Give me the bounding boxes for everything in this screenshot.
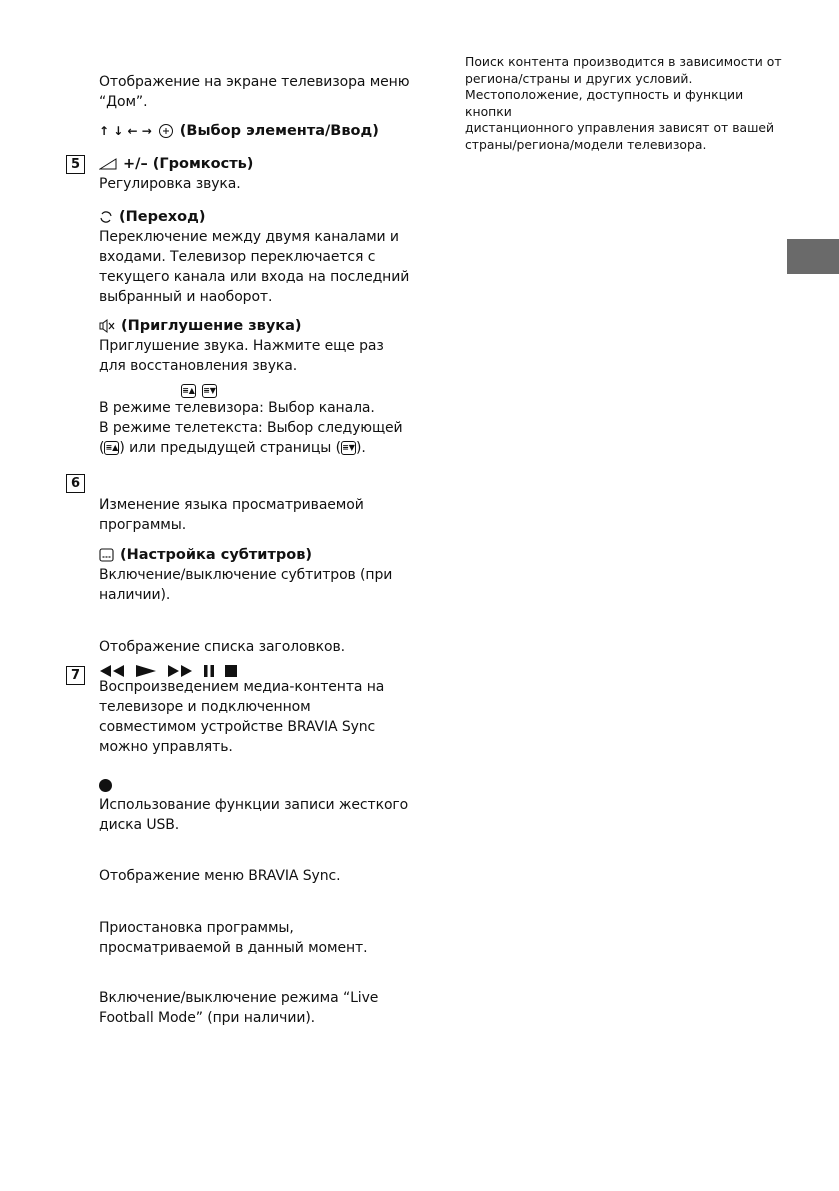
section-5 <box>70 154 419 194</box>
channel-desc: В режиме телевизора: Выбор канала. В режиме телетекста: Выбор следующей (≡▲) или предыдущей страницы (≡▼). <box>99 400 403 456</box>
subtitle-desc: Включение/выключение субтитров (при наличии). <box>99 567 393 603</box>
language-desc: Изменение языка просматриваемой программы. <box>99 497 364 533</box>
volume-desc: Регулировка звука. <box>99 176 241 192</box>
arrows-icon: ↑ ↓ ← → <box>99 124 152 138</box>
mute-icon <box>99 319 115 333</box>
football-desc: Включение/выключение режима “Live Football Mode” (при наличии). <box>99 990 379 1026</box>
volume-heading: +/– (Громкость) <box>99 154 419 174</box>
sync-desc: Отображение меню BRAVIA Sync. <box>99 868 341 884</box>
note-block <box>465 54 785 153</box>
enter-circle-icon <box>158 123 174 139</box>
pause-desc: Приостановка программы, просматриваемой в данный момент. <box>99 920 368 956</box>
note-line: дистанционного управления зависят от вашей <box>465 120 775 135</box>
stop-icon <box>225 665 237 677</box>
section-tab-marker <box>787 239 839 274</box>
nav-heading: ↑ ↓ ← → (Выбор элемента/Ввод) <box>99 123 379 139</box>
channel-block <box>99 384 419 458</box>
section-7 <box>70 665 419 757</box>
section-number: 7 <box>66 666 85 685</box>
media-desc: Воспроизведением медиа-контента на телевизоре и подключенном совместимом устройстве BRAVIA Sync можно управлять. <box>99 679 385 755</box>
home-desc: Отображение на экране телевизора меню “Дом”. <box>99 74 410 110</box>
note-line: Поиск контента производится в зависимости от <box>465 54 782 69</box>
note-line: страны/региона/модели телевизора. <box>465 136 707 152</box>
record-icon <box>99 779 112 792</box>
section-number: 5 <box>66 155 85 174</box>
jump-icon <box>99 210 113 224</box>
record-desc: Использование функции записи жесткого диска USB. <box>99 797 409 833</box>
rewind-icon <box>99 665 125 677</box>
volume-icon <box>99 158 117 170</box>
subtitle-icon <box>99 548 114 562</box>
note-line: Местоположение, доступность и функции кнопки <box>465 87 744 119</box>
page-up-icon: ≡▲ <box>181 384 196 398</box>
play-icon <box>135 665 157 677</box>
mute-block: (Приглушение звука) Приглушение звука. Нажмите еще раз для восстановления звука. <box>99 316 419 376</box>
page-down-icon: ≡▼ <box>202 384 217 398</box>
mute-desc: Приглушение звука. Нажмите еще раз для восстановления звука. <box>99 338 384 374</box>
note-line: региона/страны и других условий. <box>465 70 693 86</box>
jump-desc: Переключение между двумя каналами и входами. Телевизор переключается с текущего канала или входа на последний выбранный и наоборот. <box>99 229 410 305</box>
pause-icon <box>203 665 215 677</box>
page-down-icon: ≡▼ <box>341 441 356 455</box>
page-up-icon: ≡▲ <box>104 441 119 455</box>
jump-block: (Переход) Переключение между двумя каналами и входами. Телевизор переключается с текущего канала или входа на последний выбранный и наоборот. <box>99 207 419 307</box>
titles-desc: Отображение списка заголовков. <box>99 639 345 655</box>
section-6 <box>70 474 419 535</box>
record-block <box>99 775 419 835</box>
subtitle-block: (Настройка субтитров) Включение/выключение субтитров (при наличии). <box>99 545 419 605</box>
fast-forward-icon <box>167 665 193 677</box>
section-number: 6 <box>66 474 85 493</box>
media-controls-heading <box>99 665 419 677</box>
